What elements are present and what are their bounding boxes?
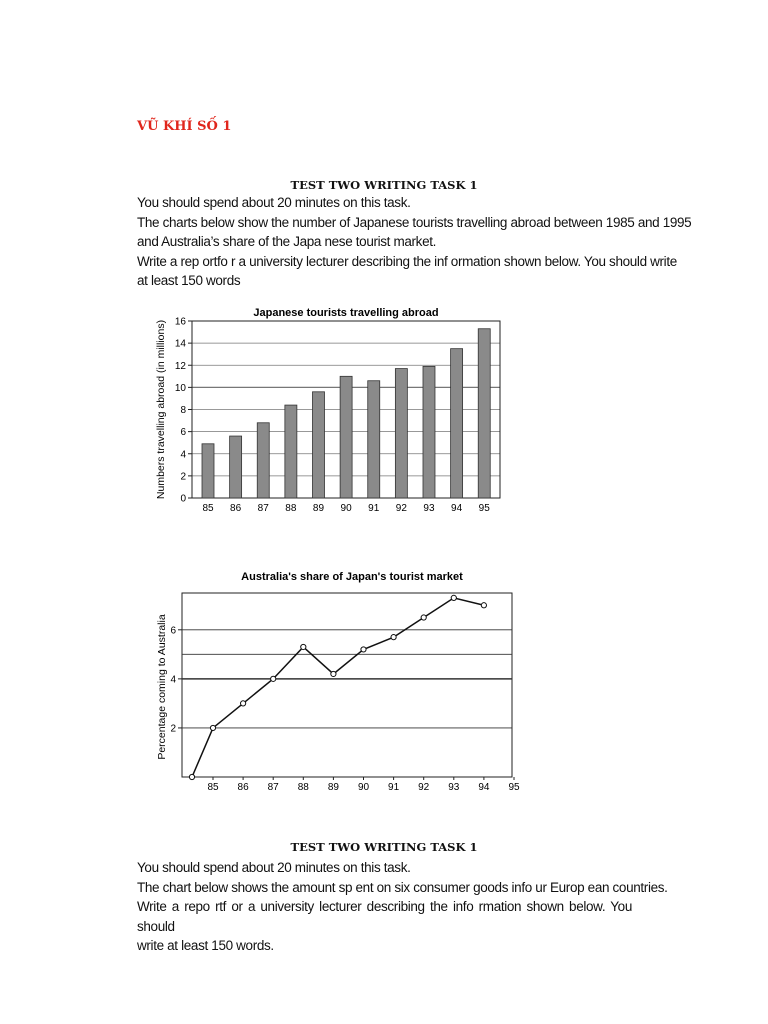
plot-frame xyxy=(182,593,512,777)
section2-title: TEST TWO WRITING TASK 1 xyxy=(290,840,478,854)
data-point xyxy=(301,644,306,649)
x-tick-label: 92 xyxy=(418,782,430,793)
x-tick-label: 94 xyxy=(478,782,490,793)
x-tick-label: 88 xyxy=(297,782,309,793)
y-tick-label: 2 xyxy=(180,471,186,483)
chart-title: Japanese tourists travelling abroad xyxy=(253,307,439,319)
plot-frame xyxy=(192,321,500,498)
x-tick-label: 94 xyxy=(451,503,463,514)
x-tick-label: 93 xyxy=(423,503,435,514)
bar-94 xyxy=(451,349,463,498)
bar-92 xyxy=(395,369,407,498)
y-tick-label: 12 xyxy=(174,360,186,372)
bar-89 xyxy=(312,392,324,498)
y-axis-label: Percentage coming to Australia xyxy=(156,614,168,760)
x-tick-label: 93 xyxy=(448,782,460,793)
y-axis-label: Numbers travelling abroad (in millions) xyxy=(155,319,167,500)
x-tick-label: 88 xyxy=(285,503,297,514)
x-tick-label: 92 xyxy=(395,503,407,514)
y-tick-label: 6 xyxy=(180,427,186,439)
x-tick-label: 95 xyxy=(508,782,520,793)
x-tick-label: 86 xyxy=(230,503,242,514)
y-tick-label: 10 xyxy=(174,382,186,394)
bar-95 xyxy=(478,329,490,498)
x-tick-label: 87 xyxy=(267,782,279,793)
instruction-line: You should spend about 20 minutes on this task. xyxy=(137,860,411,875)
instruction-line: write at least 150 words. xyxy=(137,938,274,953)
data-point xyxy=(210,725,215,730)
instruction-line: Write a rep ortfo r a university lecturer describing the inf ormation shown below. You should write xyxy=(137,253,677,269)
section1-instructions xyxy=(137,193,692,291)
x-tick-label: 95 xyxy=(478,503,490,514)
y-tick-label: 16 xyxy=(174,316,186,328)
x-tick-label: 91 xyxy=(368,503,380,514)
data-point xyxy=(241,701,246,706)
y-tick-label: 14 xyxy=(174,338,186,350)
data-point xyxy=(331,671,336,676)
x-tick-label: 86 xyxy=(237,782,249,793)
x-tick-label: 89 xyxy=(327,782,339,793)
x-tick-label: 85 xyxy=(202,503,214,514)
bar-88 xyxy=(285,405,297,498)
section1-title: TEST TWO WRITING TASK 1 xyxy=(290,178,478,192)
data-point xyxy=(189,774,194,779)
x-tick-label: 85 xyxy=(207,782,219,793)
y-tick-label: 2 xyxy=(170,723,176,735)
series-line xyxy=(192,598,484,777)
data-point xyxy=(391,635,396,640)
bar-91 xyxy=(368,381,380,498)
chart-title: Australia's share of Japan's tourist market xyxy=(241,571,463,583)
x-tick-label: 90 xyxy=(340,503,352,514)
bar-93 xyxy=(423,366,435,498)
data-point xyxy=(481,603,486,608)
y-tick-label: 6 xyxy=(170,625,176,637)
data-point xyxy=(271,676,276,681)
instruction-line: Write a repo rtf or a university lecturer describing the info rmation shown below. You should xyxy=(137,899,632,934)
data-point xyxy=(421,615,426,620)
bar-90 xyxy=(340,376,352,498)
instruction-line: The charts below show the number of Japanese tourists travelling abroad between 1985 and 1995 xyxy=(137,214,692,230)
y-tick-label: 4 xyxy=(180,449,186,461)
bar-85 xyxy=(202,444,214,498)
y-tick-label: 0 xyxy=(180,493,186,505)
instruction-line: The chart below shows the amount sp ent on six consumer goods info ur Europ ean countries. xyxy=(137,879,668,895)
y-tick-label: 8 xyxy=(180,405,186,416)
instruction-line: You should spend about 20 minutes on this task. xyxy=(137,195,411,210)
x-tick-label: 89 xyxy=(312,503,325,514)
bar-86 xyxy=(230,436,242,498)
x-tick-label: 87 xyxy=(257,503,269,514)
x-tick-label: 91 xyxy=(388,782,400,793)
x-tick-label: 90 xyxy=(357,782,370,793)
document-heading: VŨ KHÍ SỐ 1 xyxy=(137,119,232,134)
instruction-line: and Australia’s share of the Japa nese tourist market. xyxy=(137,234,437,249)
bar-87 xyxy=(257,423,269,498)
y-tick-label: 4 xyxy=(170,674,176,686)
section2-instructions xyxy=(137,858,668,956)
data-point xyxy=(361,647,366,652)
data-point xyxy=(451,595,456,600)
instruction-line: at least 150 words xyxy=(137,273,241,288)
